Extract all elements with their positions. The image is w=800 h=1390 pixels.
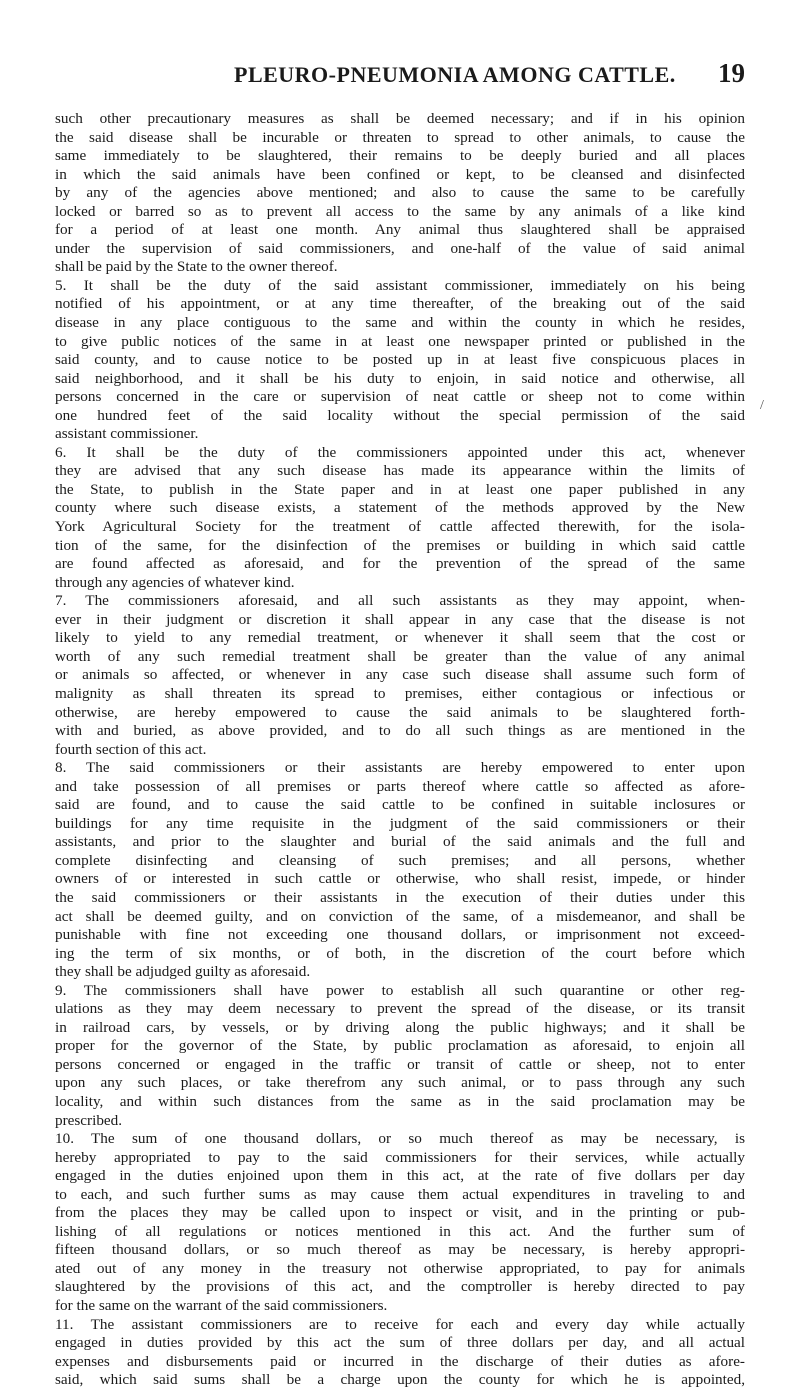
- text-line: 9. The commissioners shall have power to establish all such quarantine or other reg-: [55, 981, 745, 999]
- text-line: in railroad cars, by vessels, or by driving along the public highways; and it shall be: [55, 1018, 745, 1036]
- text-line: from the places they may be called upon to inspect or visit, and in the printing or pub-: [55, 1204, 745, 1222]
- text-line: proper for the governor of the State, by public proclamation as aforesaid, to enjoin all: [55, 1037, 745, 1055]
- text-line: ated out of any money in the treasury not otherwise appropriated, to pay for animals: [55, 1259, 745, 1277]
- text-line: 5. It shall be the duty of the said assistant commissioner, immediately on his being: [55, 276, 745, 294]
- text-line: 7. The commissioners aforesaid, and all such assistants as they may appoint, when-: [55, 592, 745, 610]
- text-line: tion of the same, for the disinfection of the premises or building in which said cattle: [55, 536, 745, 554]
- text-line: the said disease shall be incurable or threaten to spread to other animals, to cause the: [55, 128, 745, 146]
- text-line: they are advised that any such disease has made its appearance within the limits of: [55, 462, 745, 480]
- text-line: hereby appropriated to pay to the said commissioners for their services, while actually: [55, 1148, 745, 1166]
- text-line: said neighborhood, and it shall be his duty to enjoin, in said notice and otherwise, all: [55, 369, 745, 387]
- text-line: expenses and disbursements paid or incurred in the discharge of their duties as afore-: [55, 1352, 745, 1370]
- text-line: 6. It shall be the duty of the commissioners appointed under this act, whenever: [55, 443, 745, 461]
- text-line: persons concerned or engaged in the traffic or transit of cattle or sheep, not to enter: [55, 1055, 745, 1073]
- text-line: with and buried, as above provided, and to do all such things as are mentioned in the: [55, 722, 745, 740]
- text-line: said, which said sums shall be a charge upon the county for which he is appointed,: [55, 1371, 745, 1389]
- text-line: 11. The assistant commissioners are to receive for each and every day while actually: [55, 1315, 745, 1333]
- text-line: punishable with fine not exceeding one thousand dollars, or imprisonment not exceed-: [55, 926, 745, 944]
- text-line: ever in their judgment or discretion it shall appear in any case that the disease is not: [55, 610, 745, 628]
- text-line: to give public notices of the same in at least one newspaper printed or published in the: [55, 332, 745, 350]
- text-line: in which the said animals have been confined or kept, to be cleansed and disinfected: [55, 165, 745, 183]
- text-line: locked or barred so as to prevent all access to the same by any animals of a like kind: [55, 202, 745, 220]
- text-line: or animals so affected, or whenever in any case such disease shall assume such form of: [55, 666, 745, 684]
- text-line: locality, and within such distances from the same as in the said proclamation may be: [55, 1092, 745, 1110]
- text-line: disease in any place contiguous to the same and within the county in which he resides,: [55, 314, 745, 332]
- text-line: by any of the agencies above mentioned; and also to cause the same to be carefully: [55, 184, 745, 202]
- text-line: to each, and such further sums as may cause them actual expenditures in traveling to and: [55, 1185, 745, 1203]
- text-line: engaged in the duties enjoined upon them in this act, at the rate of five dollars per day: [55, 1167, 745, 1185]
- text-line: and take possession of all premises or parts thereof where cattle so affected as afore-: [55, 777, 745, 795]
- text-line: for the same on the warrant of the said commissioners.: [55, 1297, 388, 1314]
- text-line: notified of his appointment, or at any time thereafter, of the breaking out of the said: [55, 295, 745, 313]
- text-line: ing the term of six months, or of both, in the discretion of the court before which: [55, 944, 745, 962]
- text-line: shall be paid by the State to the owner thereof.: [55, 258, 338, 276]
- text-line: 10. The sum of one thousand dollars, or so much thereof as may be necessary, is: [55, 1130, 745, 1148]
- text-line: said county, and to cause notice to be posted up in at least five conspicuous places in: [55, 351, 745, 369]
- text-line: prescribed.: [55, 1111, 123, 1129]
- text-line: assistants, and prior to the slaughter and burial of the said animals and the full and: [55, 833, 745, 851]
- text-line: York Agricultural Society for the treatment of cattle affected therewith, for the isola-: [55, 518, 745, 536]
- text-line: slaughtered by the provisions of this act, and the comptroller is hereby directed to pay: [55, 1278, 745, 1296]
- text-line: the State, to publish in the State paper and in at least one paper published in any: [55, 480, 745, 498]
- text-line: same immediately to be slaughtered, their remains to be deeply buried and all places: [55, 147, 745, 165]
- page-number: 19: [718, 58, 745, 88]
- text-line: fourth section of this act.: [55, 740, 207, 758]
- text-line: fifteen thousand dollars, or so much thereof as may be necessary, is hereby appropri-: [55, 1241, 745, 1259]
- text-line: malignity as shall threaten its spread to premises, either contagious or infectious or: [55, 684, 745, 702]
- text-line: likely to yield to any remedial treatment, or whenever it shall seem that the cost or: [55, 629, 745, 647]
- text-line: 8. The said commissioners or their assistants are hereby empowered to enter upon: [55, 759, 745, 777]
- margin-mark: /: [760, 398, 764, 413]
- text-line: one hundred feet of the said locality without the special permission of the said: [55, 406, 745, 424]
- text-line: are found affected as aforesaid, and for the prevention of the spread of the same: [55, 555, 745, 573]
- text-line: complete disinfecting and cleansing of such premises; and all persons, whether: [55, 851, 745, 869]
- text-line: ulations as they may deem necessary to prevent the spread of the disease, or its transit: [55, 1000, 745, 1018]
- text-line: buildings for any time requisite in the judgment of the said commissioners or their: [55, 814, 745, 832]
- text-line: persons concerned in the care or supervision of neat cattle or sheep not to come within: [55, 388, 745, 406]
- text-line: they shall be adjudged guilty as aforesaid.: [55, 963, 311, 981]
- text-line: for a period of at least one month. Any animal thus slaughtered shall be appraised: [55, 221, 745, 239]
- text-line: act shall be deemed guilty, and on conviction of the same, of a misdemeanor, and shall be: [55, 907, 745, 925]
- text-line: the said commissioners or their assistants in the execution of their duties under this: [55, 888, 745, 906]
- text-line: lishing of all regulations or notices mentioned in this act. And the further sum of: [55, 1222, 745, 1240]
- body-text: [55, 110, 745, 1390]
- text-line: under the supervision of said commissioners, and one-half of the value of said animal: [55, 239, 745, 257]
- text-line: through any agencies of whatever kind.: [55, 573, 295, 591]
- text-line: assistant commissioner.: [55, 425, 199, 443]
- text-line: county where such disease exists, a statement of the methods approved by the New: [55, 499, 745, 517]
- text-line: upon any such places, or take therefrom any such animal, or to pass through any such: [55, 1074, 745, 1092]
- text-line: otherwise, are hereby empowered to cause the said animals to be slaughtered forth-: [55, 703, 745, 721]
- text-line: engaged in duties provided by this act the sum of three dollars per day, and all actual: [55, 1334, 745, 1352]
- page-header: [68, 58, 745, 96]
- text-line: worth of any such remedial treatment shall be greater than the value of any animal: [55, 647, 745, 665]
- text-line: such other precautionary measures as shall be deemed necessary; and if in his opinion: [55, 110, 745, 127]
- running-title: PLEURO-PNEUMONIA AMONG CATTLE.: [234, 62, 676, 87]
- text-line: said are found, and to cause the said cattle to be confined in suitable inclosures or: [55, 796, 745, 814]
- text-line: owners of or interested in such cattle or otherwise, who shall resist, impede, or hinder: [55, 870, 745, 888]
